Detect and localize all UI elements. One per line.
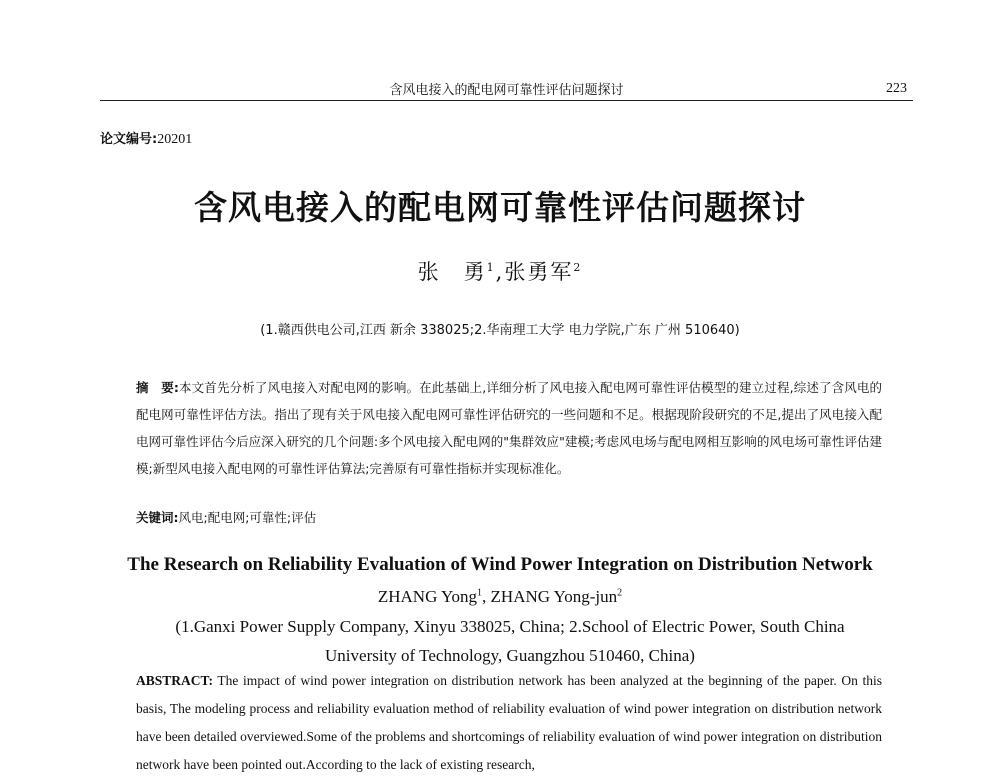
running-title: 含风电接入的配电网可靠性评估问题探讨 bbox=[389, 83, 624, 98]
paper-number bbox=[100, 128, 192, 148]
abstract-en-text: The impact of wind power integration on distribution network has been analyzed at the beginning of the paper. On this basis, The modeling process and reliability evaluation method of reliability evaluation of wind power integration on distribution network have been detailed overviewed.Some of the problems and shortcomings of reliability evaluation of wind power integration on distribution network have been pointed out.According to the lack of existing research, bbox=[136, 673, 882, 772]
paper-number-label: 论文编号: bbox=[100, 132, 158, 147]
abstract-en-label: ABSTRACT: bbox=[136, 673, 214, 688]
author-2-name: 张勇军 bbox=[504, 260, 574, 284]
running-header bbox=[100, 70, 913, 101]
author-1-sup: 1 bbox=[486, 261, 496, 274]
abstract-cn-text: 本文首先分析了风电接入对配电网的影响。在此基础上,详细分析了风电接入配电网可靠性评估模型的建立过程,综述了含风电的配电网可靠性评估方法。指出了现有关于风电接入配电网可靠性评估研究的一些问题和不足。根据现阶段研究的不足,提出了风电接入配电网可靠性评估今后应深入研究的几个问题:多个风电接入配电网的"集群效应"建模;考虑风电场与配电网相互影响的风电场可靠性评估建模;新型风电接入配电网的可靠性评估算法;完善原有可靠性指标并实现标准化。 bbox=[136, 380, 883, 476]
page-number: 223 bbox=[886, 81, 907, 96]
abstract-cn bbox=[136, 374, 882, 482]
author-en-separator: , bbox=[482, 587, 491, 606]
author-en-2-sup: 2 bbox=[617, 587, 623, 599]
keywords-cn-text: 风电;配电网;可靠性;评估 bbox=[178, 510, 317, 525]
author-en-1-name: ZHANG Yong bbox=[377, 587, 478, 606]
author-en-2-name: ZHANG Yong-jun bbox=[490, 587, 618, 606]
affiliation-cn: (1.赣西供电公司,江西 新余 338025;2.华南理工大学 电力学院,广东 广州 510640) bbox=[260, 323, 740, 338]
title-en: The Research on Reliability Evaluation of Wind Power Integration on Distribution Network bbox=[127, 554, 873, 575]
keywords-cn bbox=[136, 508, 882, 526]
abstract-cn-label: 摘 要: bbox=[136, 380, 179, 395]
title-cn: 含风电接入的配电网可靠性评估问题探讨 bbox=[194, 188, 806, 227]
author-1-name: 张 勇 bbox=[417, 260, 487, 284]
paper-number-value: 20201 bbox=[157, 132, 193, 147]
affiliation-en: (1.Ganxi Power Supply Company, Xinyu 338025, China; 2.School of Electric Power, South China University of Technology, Guangzhou 510460, China) bbox=[175, 617, 845, 665]
author-2-sup: 2 bbox=[573, 261, 583, 274]
authors-cn bbox=[0, 256, 1000, 286]
author-en-1-sup: 1 bbox=[477, 587, 483, 599]
keywords-cn-label: 关键词: bbox=[136, 510, 179, 525]
authors-en bbox=[0, 587, 1000, 607]
author-separator: , bbox=[495, 260, 505, 284]
abstract-en bbox=[136, 667, 882, 779]
